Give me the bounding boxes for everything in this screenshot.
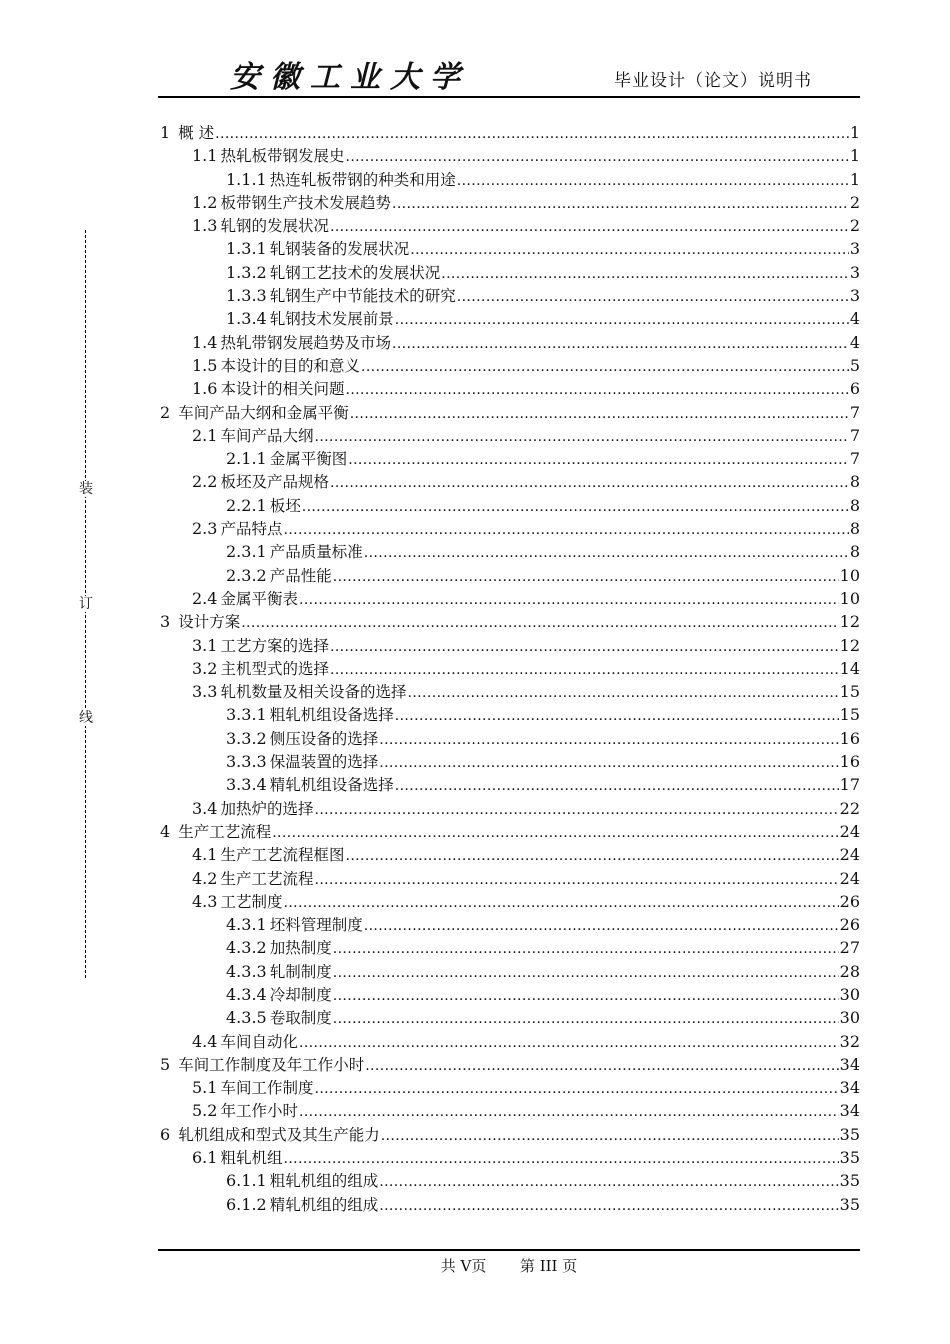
toc-entry[interactable] xyxy=(158,237,860,260)
toc-entry-title: 车间产品大纲和金属平衡 xyxy=(178,403,349,422)
current-page: 第 III 页 xyxy=(519,1257,578,1275)
toc-entry-title: 板坯 xyxy=(269,496,301,515)
toc-entry[interactable] xyxy=(158,331,860,354)
toc-dot-leader xyxy=(345,845,838,868)
toc-entry-page: 17 xyxy=(839,775,860,795)
toc-entry-number: 6.1.1 xyxy=(226,1171,267,1191)
toc-entry-title: 板坯及产品规格 xyxy=(220,473,329,492)
toc-entry-page: 26 xyxy=(839,915,860,935)
toc-entry-page: 12 xyxy=(839,612,860,632)
toc-entry-number: 4.3 xyxy=(192,891,218,911)
binding-char-ding: 订 xyxy=(79,596,93,612)
document-type: 毕业设计（论文）说明书 xyxy=(614,71,812,91)
toc-entry-number: 5.1 xyxy=(192,1078,218,1098)
toc-entry[interactable] xyxy=(158,797,860,820)
toc-entry[interactable] xyxy=(158,727,860,750)
toc-entry-page: 15 xyxy=(839,682,860,702)
toc-entry-page: 26 xyxy=(839,891,860,911)
toc-dot-leader xyxy=(314,426,848,449)
toc-entry[interactable] xyxy=(158,401,860,424)
toc-entry-number: 3.3 xyxy=(192,682,218,702)
toc-entry-title: 侧压设备的选择 xyxy=(269,729,379,748)
toc-dot-leader xyxy=(302,496,849,519)
toc-entry-number: 3.2 xyxy=(192,658,218,678)
toc-dot-leader xyxy=(299,1032,839,1055)
toc-dot-leader xyxy=(395,775,839,798)
toc-entry-number: 3.3.1 xyxy=(226,705,267,725)
toc-dot-leader xyxy=(395,309,849,332)
toc-entry-page: 35 xyxy=(839,1171,860,1191)
toc-entry-number: 1.6 xyxy=(192,379,218,399)
toc-entry-page: 27 xyxy=(839,938,860,958)
toc-entry-number: 1.3.2 xyxy=(226,262,267,282)
toc-entry-number: 3 xyxy=(160,612,171,632)
toc-entry[interactable] xyxy=(158,890,860,913)
toc-dot-leader xyxy=(381,1125,839,1148)
toc-entry[interactable] xyxy=(158,470,860,493)
toc-dot-leader xyxy=(272,822,838,845)
toc-entry-page: 16 xyxy=(839,752,860,772)
toc-entry[interactable] xyxy=(158,913,860,936)
toc-entry-page: 16 xyxy=(839,728,860,748)
page-header xyxy=(158,60,860,96)
school-name: 安徽工业大学 xyxy=(230,60,470,95)
toc-entry[interactable] xyxy=(158,1146,860,1169)
toc-entry-number: 1.1 xyxy=(192,146,218,166)
toc-entry-page: 10 xyxy=(839,588,860,608)
toc-dot-leader xyxy=(333,985,839,1008)
toc-entry-number: 6 xyxy=(160,1124,171,1144)
toc-entry-number: 4.3.4 xyxy=(226,984,267,1004)
toc-entry-title: 工艺制度 xyxy=(220,892,283,911)
toc-dot-leader xyxy=(345,146,848,169)
toc-entry-number: 1.2 xyxy=(192,192,218,212)
toc-entry-page: 7 xyxy=(849,425,860,445)
toc-entry-number: 5 xyxy=(160,1054,171,1074)
toc-entry-page: 24 xyxy=(839,845,860,865)
toc-entry-number: 2.1 xyxy=(192,425,218,445)
toc-entry-page: 35 xyxy=(839,1124,860,1144)
toc-entry-title: 加热制度 xyxy=(269,939,332,958)
toc-entry-number: 1.5 xyxy=(192,355,218,375)
toc-entry-page: 15 xyxy=(839,705,860,725)
toc-entry[interactable] xyxy=(158,424,860,447)
toc-dot-leader xyxy=(407,682,838,705)
table-of-contents xyxy=(158,121,860,1216)
toc-entry-page: 12 xyxy=(839,635,860,655)
toc-entry[interactable] xyxy=(158,610,860,633)
toc-entry-title: 产品特点 xyxy=(220,520,283,539)
toc-dot-leader xyxy=(241,612,838,635)
toc-entry-title: 冷却制度 xyxy=(269,985,332,1004)
toc-entry-title: 保温装置的选择 xyxy=(269,753,379,772)
toc-dot-leader xyxy=(215,123,849,146)
toc-entry-title: 轧机数量及相关设备的选择 xyxy=(220,683,407,702)
toc-entry[interactable] xyxy=(158,680,860,703)
toc-dot-leader xyxy=(330,659,839,682)
toc-dot-leader xyxy=(457,286,849,309)
toc-entry-page: 7 xyxy=(849,449,860,469)
toc-dot-leader xyxy=(379,1195,838,1218)
toc-entry[interactable] xyxy=(158,1099,860,1122)
toc-entry-page: 1 xyxy=(849,169,860,189)
total-pages: 共 V页 xyxy=(440,1257,487,1275)
toc-entry[interactable] xyxy=(158,820,860,843)
toc-entry-title: 板带钢生产技术发展趋势 xyxy=(220,193,391,212)
toc-entry[interactable] xyxy=(158,494,860,517)
toc-entry-title: 金属平衡图 xyxy=(269,450,348,469)
toc-dot-leader xyxy=(333,1008,839,1031)
toc-entry-page: 34 xyxy=(839,1101,860,1121)
toc-entry-number: 4.1 xyxy=(192,845,218,865)
toc-dot-leader xyxy=(299,1101,839,1124)
toc-entry-number: 4.4 xyxy=(192,1031,218,1051)
toc-entry-number: 2.3.1 xyxy=(226,542,267,562)
toc-dot-leader xyxy=(330,636,839,659)
toc-dot-leader xyxy=(392,333,849,356)
toc-dot-leader xyxy=(457,170,849,193)
toc-entry-page: 3 xyxy=(849,239,860,259)
toc-entry[interactable] xyxy=(158,377,860,400)
toc-dot-leader xyxy=(392,193,849,216)
toc-entry-title: 轧机组成和型式及其生产能力 xyxy=(178,1125,380,1144)
toc-entry-page: 24 xyxy=(839,868,860,888)
toc-entry-number: 4 xyxy=(160,821,171,841)
toc-entry-page: 22 xyxy=(839,798,860,818)
toc-entry-page: 4 xyxy=(849,309,860,329)
header-rule xyxy=(158,96,860,98)
toc-entry-number: 3.3.4 xyxy=(226,775,267,795)
toc-entry-number: 1.3.4 xyxy=(226,309,267,329)
toc-entry[interactable] xyxy=(158,657,860,680)
toc-entry-title: 工艺方案的选择 xyxy=(220,636,329,655)
toc-entry-title: 主机型式的选择 xyxy=(220,659,329,678)
toc-dot-leader xyxy=(345,379,848,402)
toc-entry-title: 粗轧机组的组成 xyxy=(269,1172,379,1191)
toc-dot-leader xyxy=(361,356,849,379)
toc-entry-page: 6 xyxy=(849,379,860,399)
toc-entry-title: 卷取制度 xyxy=(269,1009,332,1028)
toc-entry[interactable] xyxy=(158,144,860,167)
toc-entry-title: 生产工艺流程框图 xyxy=(220,846,345,865)
toc-entry-number: 1.3.3 xyxy=(226,286,267,306)
toc-entry[interactable] xyxy=(158,354,860,377)
toc-dot-leader xyxy=(410,239,849,262)
toc-dot-leader xyxy=(283,892,838,915)
toc-entry[interactable] xyxy=(158,1053,860,1076)
toc-entry-title: 车间产品大纲 xyxy=(220,426,314,445)
toc-dot-leader xyxy=(365,1055,838,1078)
toc-entry-number: 1.3.1 xyxy=(226,239,267,259)
toc-entry-title: 车间自动化 xyxy=(220,1032,298,1051)
toc-entry[interactable] xyxy=(158,1169,860,1192)
toc-dot-leader xyxy=(314,799,838,822)
toc-entry-page: 8 xyxy=(849,495,860,515)
toc-entry-number: 3.3.3 xyxy=(226,752,267,772)
footer-rule xyxy=(158,1249,860,1251)
toc-dot-leader xyxy=(364,542,849,565)
toc-entry-title: 生产工艺流程 xyxy=(220,869,314,888)
binding-char-zhuang: 装 xyxy=(79,481,93,497)
toc-entry[interactable] xyxy=(158,517,860,540)
toc-entry-title: 轧钢的发展状况 xyxy=(220,217,329,236)
toc-entry-title: 轧钢装备的发展状况 xyxy=(269,240,410,259)
page-footer xyxy=(158,1256,860,1276)
toc-entry[interactable] xyxy=(158,1123,860,1146)
toc-entry-page: 7 xyxy=(849,402,860,422)
toc-entry-number: 1 xyxy=(160,123,171,142)
toc-entry-page: 8 xyxy=(849,519,860,539)
toc-dot-leader xyxy=(283,1148,838,1171)
toc-entry-page: 24 xyxy=(839,821,860,841)
toc-entry-page: 14 xyxy=(839,658,860,678)
toc-entry[interactable] xyxy=(158,261,860,284)
toc-entry-page: 10 xyxy=(839,565,860,585)
toc-dot-leader xyxy=(364,915,839,938)
toc-entry-title: 本设计的目的和意义 xyxy=(220,356,360,375)
toc-entry-page: 2 xyxy=(849,216,860,236)
toc-entry-page: 30 xyxy=(839,1008,860,1028)
toc-entry-number: 5.2 xyxy=(192,1101,218,1121)
toc-entry-number: 1.4 xyxy=(192,332,218,352)
toc-entry-title: 轧制制度 xyxy=(269,962,332,981)
toc-entry-number: 2.2.1 xyxy=(226,495,267,515)
binding-line xyxy=(78,230,94,978)
toc-dot-leader xyxy=(379,729,838,752)
toc-dot-leader xyxy=(333,938,839,961)
toc-entry-title: 热轧带钢发展趋势及市场 xyxy=(220,333,391,352)
toc-entry[interactable] xyxy=(158,703,860,726)
toc-dot-leader xyxy=(333,566,839,589)
toc-dot-leader xyxy=(395,705,839,728)
toc-entry-title: 加热炉的选择 xyxy=(220,799,314,818)
toc-entry-page: 35 xyxy=(839,1194,860,1214)
toc-entry-number: 6.1 xyxy=(192,1148,218,1168)
toc-entry-title: 轧钢生产中节能技术的研究 xyxy=(269,287,456,306)
toc-entry-number: 6.1.2 xyxy=(226,1194,267,1214)
toc-dot-leader xyxy=(379,1171,838,1194)
toc-entry-page: 32 xyxy=(839,1031,860,1051)
toc-entry-title: 粗轧机组设备选择 xyxy=(269,706,394,725)
toc-entry[interactable] xyxy=(158,587,860,610)
toc-dot-leader xyxy=(348,449,849,472)
toc-entry-title: 设计方案 xyxy=(178,613,241,632)
toc-entry-page: 8 xyxy=(849,542,860,562)
toc-entry-number: 2.4 xyxy=(192,588,218,608)
toc-entry-page: 28 xyxy=(839,961,860,981)
toc-dot-leader xyxy=(330,472,849,495)
toc-entry[interactable] xyxy=(158,1076,860,1099)
toc-entry-page: 1 xyxy=(849,123,860,142)
toc-entry[interactable] xyxy=(158,284,860,307)
toc-dot-leader xyxy=(314,869,838,892)
toc-entry-title: 年工作小时 xyxy=(220,1102,298,1121)
toc-entry-number: 4.3.5 xyxy=(226,1008,267,1028)
toc-entry-page: 8 xyxy=(849,472,860,492)
toc-dot-leader xyxy=(379,752,838,775)
toc-entry[interactable] xyxy=(158,540,860,563)
toc-entry-number: 2.2 xyxy=(192,472,218,492)
toc-entry[interactable] xyxy=(158,936,860,959)
toc-entry[interactable] xyxy=(158,168,860,191)
toc-entry-title: 精轧机组的组成 xyxy=(269,1195,379,1214)
toc-entry[interactable] xyxy=(158,867,860,890)
toc-entry-number: 1.3 xyxy=(192,216,218,236)
toc-entry-title: 热轧板带钢发展史 xyxy=(220,147,345,166)
toc-entry-title: 本设计的相关问题 xyxy=(220,380,345,399)
toc-entry[interactable] xyxy=(158,843,860,866)
toc-entry-number: 2.1.1 xyxy=(226,449,267,469)
toc-dot-leader xyxy=(330,216,849,239)
toc-entry-title: 坯料管理制度 xyxy=(269,916,363,935)
binding-char-xian: 线 xyxy=(79,710,93,726)
toc-entry-number: 4.3.3 xyxy=(226,961,267,981)
toc-entry[interactable] xyxy=(158,983,860,1006)
toc-entry-number: 3.1 xyxy=(192,635,218,655)
toc-entry[interactable] xyxy=(158,634,860,657)
toc-entry-title: 轧钢技术发展前景 xyxy=(269,310,394,329)
toc-dot-leader xyxy=(314,1078,838,1101)
toc-entry[interactable] xyxy=(158,307,860,330)
toc-entry-number: 1.1.1 xyxy=(226,169,267,189)
toc-entry[interactable] xyxy=(158,1193,860,1216)
toc-entry[interactable] xyxy=(158,121,860,144)
toc-entry-page: 3 xyxy=(849,286,860,306)
toc-dot-leader xyxy=(283,519,848,542)
toc-entry[interactable] xyxy=(158,773,860,796)
toc-entry[interactable] xyxy=(158,960,860,983)
toc-entry-number: 4.3.2 xyxy=(226,938,267,958)
toc-dot-leader xyxy=(441,263,849,286)
toc-dot-leader xyxy=(299,589,839,612)
toc-entry-title: 概 述 xyxy=(178,124,215,142)
toc-entry-page: 30 xyxy=(839,984,860,1004)
toc-entry-number: 3.4 xyxy=(192,798,218,818)
toc-entry-page: 3 xyxy=(849,262,860,282)
toc-dot-leader xyxy=(333,962,839,985)
toc-entry-number: 3.3.2 xyxy=(226,728,267,748)
toc-entry-title: 生产工艺流程 xyxy=(178,822,272,841)
toc-entry-title: 精轧机组设备选择 xyxy=(269,776,394,795)
toc-entry[interactable] xyxy=(158,1006,860,1029)
toc-entry[interactable] xyxy=(158,750,860,773)
toc-entry-title: 轧钢工艺技术的发展状况 xyxy=(269,263,441,282)
toc-entry-title: 车间工作制度 xyxy=(220,1079,314,1098)
toc-entry-page: 34 xyxy=(839,1054,860,1074)
toc-entry-number: 2 xyxy=(160,402,171,422)
toc-entry-title: 车间工作制度及年工作小时 xyxy=(178,1055,365,1074)
toc-entry[interactable] xyxy=(158,1030,860,1053)
toc-entry-title: 产品质量标准 xyxy=(269,543,363,562)
toc-entry-page: 5 xyxy=(849,355,860,375)
toc-entry-number: 4.2 xyxy=(192,868,218,888)
toc-entry-number: 2.3.2 xyxy=(226,565,267,585)
toc-entry[interactable] xyxy=(158,191,860,214)
toc-entry-title: 热连轧板带钢的种类和用途 xyxy=(269,170,456,189)
toc-entry-page: 34 xyxy=(839,1078,860,1098)
toc-entry[interactable] xyxy=(158,214,860,237)
toc-entry-number: 4.3.1 xyxy=(226,915,267,935)
toc-entry[interactable] xyxy=(158,564,860,587)
toc-entry-number: 2.3 xyxy=(192,519,218,539)
toc-entry-title: 产品性能 xyxy=(269,566,332,585)
toc-entry-title: 金属平衡表 xyxy=(220,589,298,608)
toc-entry-page: 1 xyxy=(849,146,860,166)
toc-entry-title: 粗轧机组 xyxy=(220,1149,283,1168)
toc-entry[interactable] xyxy=(158,447,860,470)
toc-entry-page: 4 xyxy=(849,332,860,352)
toc-dot-leader xyxy=(350,403,849,426)
toc-entry-page: 2 xyxy=(849,192,860,212)
toc-entry-page: 35 xyxy=(839,1148,860,1168)
